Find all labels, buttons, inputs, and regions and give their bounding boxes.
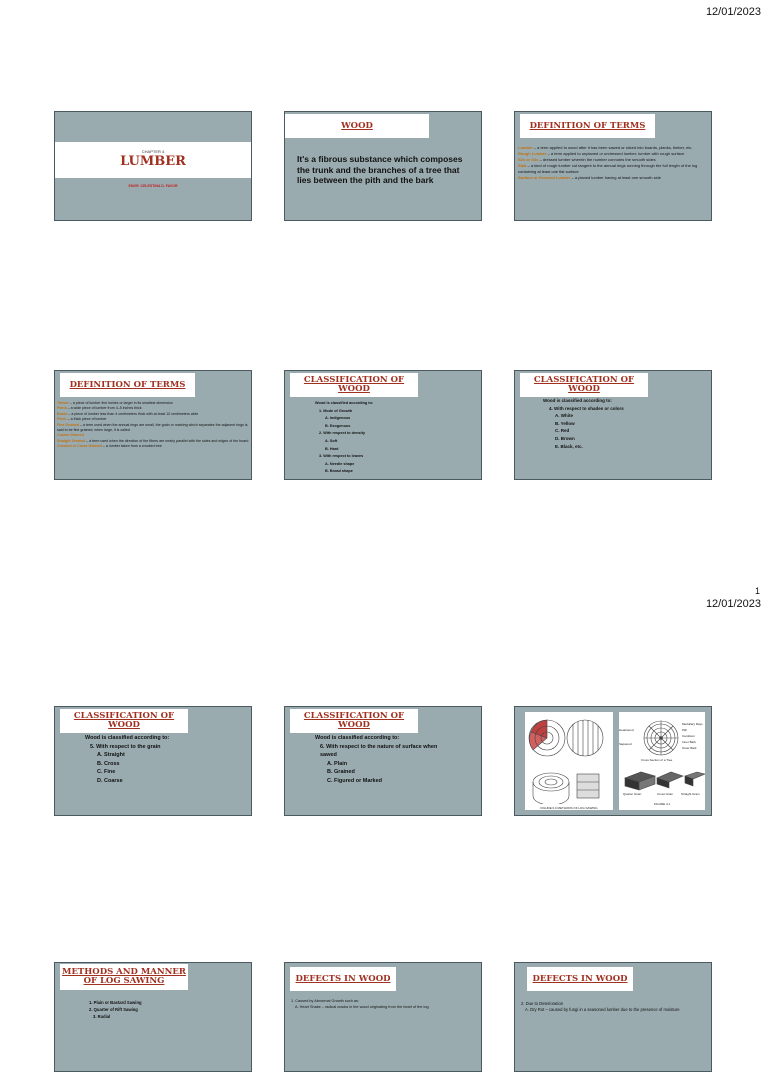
slide-definition-of-terms-2 xyxy=(54,370,252,480)
tree-label: Inner Bark xyxy=(682,740,696,744)
tree-cross-section-figure xyxy=(619,712,705,810)
slide-title: METHODS AND MANNER OF LOG SAWING xyxy=(60,964,188,990)
tree-label: Pith xyxy=(682,728,688,732)
figure-caption: FIGURE 4.1 xyxy=(653,802,671,806)
term-line: Coarse Grained xyxy=(57,433,84,438)
slide-log-sawing-methods xyxy=(54,962,252,1072)
terms-list xyxy=(518,145,710,181)
page-number: 1 xyxy=(754,586,760,596)
slide-classification-1 xyxy=(284,370,482,480)
slide-title: DEFINITION OF TERMS xyxy=(60,373,195,397)
tree-label: Heartwood xyxy=(619,728,634,732)
term-line: S2s or S4s – dressed lumber wherein the number connotes the smooth sides xyxy=(518,157,656,162)
terms-list xyxy=(57,401,251,450)
term-line: Slab – a kind of rough lumber cut tangent to the annual rings running through the full length of the log containing at least one flat surface xyxy=(518,163,698,174)
slide-log-sawing-figures xyxy=(514,706,712,816)
term-line: Straight Grained – a term used when the direction of the fibers are nearly parallel with the sides and edges of the board xyxy=(57,438,249,443)
term-line: Lumber – a term applied to wood after it has been sawed or sliced into boards, planks, timber, etc. xyxy=(518,145,693,150)
slide-defects-2 xyxy=(514,962,712,1072)
term-line: Flitch – a thick piece of lumber xyxy=(57,417,107,422)
slide-title: DEFINITION OF TERMS xyxy=(520,114,655,138)
author-name: ENGR. CELESTINA D. FAVOR xyxy=(128,184,178,188)
term-line: Plank – a wide piece of lumber from 4–5 inches thick xyxy=(57,406,142,411)
slide-title: WOOD xyxy=(285,114,429,138)
slide-classification-4 xyxy=(284,706,482,816)
cross-section-caption: Cross Section of a Tree xyxy=(641,758,673,762)
tree-label: Sapwood xyxy=(619,742,632,746)
wood-definition: It's a fibrous substance which composes the trunk and the branches of a tree that lies between the pith and the bark xyxy=(297,154,463,185)
log-sawing-figure xyxy=(525,712,613,810)
classification-list: Wood is classified according to: 6. With respect to the nature of surface when sawed A. Plain B. Grained C. Figured or Marked xyxy=(315,735,438,784)
slide-defects-1 xyxy=(284,962,482,1072)
term-line: Surface or Dressed Lumber – a planed lumber having at least one smooth side xyxy=(518,175,661,180)
term-line: Board – a piece of lumber less than 4 centimeters thick with at least 10 centimeters wide xyxy=(57,411,199,416)
defects-list: 1. Caused by Abnormal Growth such as: A. Heart Shake – radical cracks in the wood originating from the heart of the log xyxy=(291,999,429,1009)
tree-label: Outer Bark xyxy=(682,746,697,750)
defects-list: 2. Due to Deterioration A. Dry Rot – caused by fungi in a seasoned lumber due to the presence of moisture xyxy=(521,1001,680,1013)
slide-wood xyxy=(284,111,482,221)
grain-label: Cross Grain xyxy=(657,792,674,796)
figure-caption: FIGURE 0.0 METHODS OF LOG SAWING xyxy=(540,806,598,810)
tree-label: Cambium xyxy=(682,734,695,738)
chapter-label: CHAPTER 4 xyxy=(141,149,165,154)
classification-list: Wood is classified according to: 4. With respect to shades or colors A. White B. Yellow C. Red D. Brown E. Black, etc. xyxy=(543,398,624,449)
term-line: Timber – a piece of lumber five inches or larger in its smallest dimension xyxy=(57,401,173,405)
classification-list: Wood is classified according to: 5. With respect to the grain A. Straight B. Cross C. Fine D. Coarse xyxy=(85,735,170,784)
term-line: Fine Grained – a term used when the annual rings are small, the grain or marking which separates the adjacent rings is said to be fine grained; when large, it is called xyxy=(57,422,248,433)
slide-lumber-title xyxy=(54,111,252,221)
slide-definition-of-terms-1 xyxy=(514,111,712,221)
classification-list: Wood is classified according to: 1. Mode of Growth A. Indigenous B. Exogenous 2. With respect to density A. Soft B. Hard 3. With respect to leaves A. Needle shape B. Broad shape xyxy=(315,401,374,474)
grain-label: Quarter Grain xyxy=(623,792,642,796)
slide-title: DEFECTS IN WOOD xyxy=(290,967,396,991)
log-sawing-drawing xyxy=(525,712,613,804)
cover-title: LUMBER xyxy=(120,154,186,169)
cover-band xyxy=(55,142,251,178)
tree-label: Medullary Rays xyxy=(682,722,703,726)
slide-title: CLASSIFICATION OF WOOD xyxy=(520,373,648,397)
grain-label: Straight Grain xyxy=(681,792,700,796)
term-line: Crooked or Cross Grained – a lumber taken from a crooked tree xyxy=(57,444,162,449)
slide-title: CLASSIFICATION OF WOOD xyxy=(60,709,188,733)
page-date-top: 12/01/2023 xyxy=(705,6,761,18)
slide-classification-2 xyxy=(514,370,712,480)
page-date-mid: 12/01/2023 xyxy=(705,598,761,610)
slide-classification-3 xyxy=(54,706,252,816)
term-line: Rough Lumber – a term applied to unplaned or undressed lumber; lumber with rough surface xyxy=(518,151,685,156)
slide-title: CLASSIFICATION OF WOOD xyxy=(290,373,418,397)
slide-title: CLASSIFICATION OF WOOD xyxy=(290,709,418,733)
sawing-methods-list: 1. Plain or Bastard Sawing 2. Quarter of Rift Sawing 3. Radial xyxy=(89,1000,142,1019)
slide-title: DEFECTS IN WOOD xyxy=(527,967,633,991)
